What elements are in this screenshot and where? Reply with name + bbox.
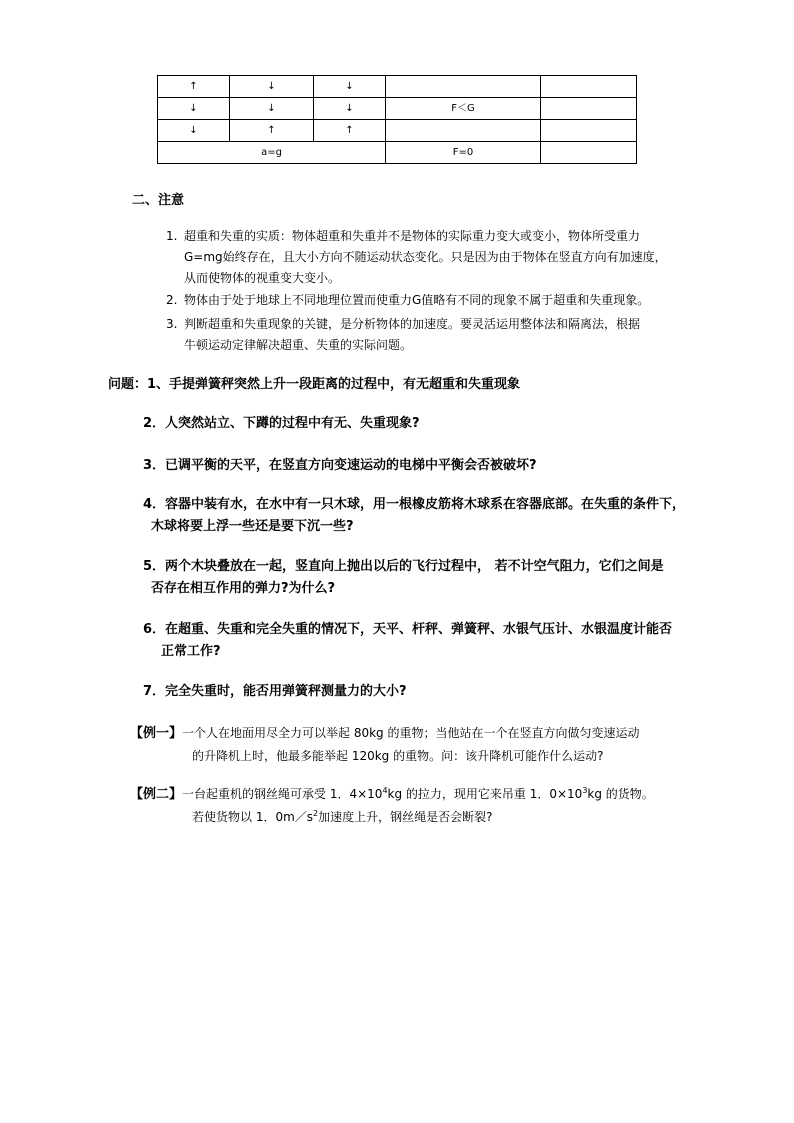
example-text: 一个人在地面用尽全力可以举起 80kg 的重物；当他站在一个在竖直方向做匀变速运动 (182, 726, 640, 740)
table-cell: ↓ (158, 98, 230, 120)
question-text: 正常工作? (161, 644, 221, 659)
note-text: 物体由于处于地球上不同地理位置而使重力G值略有不同的现象不属于超重和失重现象。 (184, 293, 650, 307)
table-cell: F=0 (386, 142, 541, 164)
table-cell: F＜G (386, 98, 541, 120)
question-text: 3．已调平衡的天平，在竖直方向变速运动的电梯中平衡会否被破坏? (143, 458, 537, 473)
exponent: 3 (582, 786, 588, 795)
example-text: kg 的货物。 (587, 787, 654, 801)
example-tag: 【例二】 (130, 787, 183, 802)
example-text: 一台起重机的钢丝绳可承受 1．4×10 (182, 787, 383, 801)
note-text: 牛顿运动定律解决超重、失重的实际问题。 (184, 338, 413, 352)
example-text: 若使货物以 1．0m／s (192, 810, 314, 824)
example-text: 加速度上升，钢丝绳是否会断裂? (318, 810, 493, 824)
note-text: 判断超重和失重现象的关键，是分析物体的加速度。要灵活运用整体法和隔离法，根据 (184, 317, 641, 331)
question-item (143, 556, 664, 600)
question-item (108, 374, 520, 396)
exponent: 2 (313, 809, 319, 818)
question-item (143, 494, 685, 538)
note-text: G=mg始终存在，且大小方向不随运动状态变化。只是因为由于物体在竖直方向有加速度， (184, 250, 667, 264)
comparison-table (157, 75, 637, 164)
table-cell (541, 76, 637, 98)
table-row (158, 120, 637, 142)
note-number: 1. (166, 229, 178, 243)
question-text: 否存在相互作用的弹力?为什么? (151, 581, 336, 596)
table-row (158, 98, 637, 120)
question-text: 2．人突然站立、下蹲的过程中有无、失重现象? (143, 416, 420, 431)
table-cell: ↓ (230, 98, 314, 120)
note-number: 2. (166, 293, 178, 307)
table-cell: ↑ (314, 120, 386, 142)
note-item (166, 290, 649, 311)
note-number: 3. (166, 317, 178, 331)
table-row (158, 76, 637, 98)
table-cell: a=g (158, 142, 386, 164)
question-text: 6．在超重、失重和完全失重的情况下，天平、杆秤、弹簧秤、水银气压计、水银温度计能否 (143, 622, 673, 637)
example-text: 的升降机上时，他最多能举起 120kg 的重物。问：该升降机可能作什么运动? (192, 749, 604, 763)
note-text: 从而使物体的视重变大变小。 (184, 271, 341, 285)
question-item (143, 619, 672, 663)
table-cell: ↑ (158, 76, 230, 98)
note-item (166, 226, 667, 289)
table-cell: ↓ (158, 120, 230, 142)
table-cell (541, 142, 637, 164)
table-cell (541, 98, 637, 120)
section-title: 二、注意 (132, 193, 185, 208)
example-tag: 【例一】 (130, 726, 183, 741)
table-cell: ↓ (314, 98, 386, 120)
exponent: 4 (382, 786, 388, 795)
table-cell: ↑ (230, 120, 314, 142)
question-text: 5．两个木块叠放在一起，竖直向上抛出以后的飞行过程中， 若不计空气阻力，它们之间是 (143, 559, 664, 574)
table-cell: ↓ (230, 76, 314, 98)
table-cell (386, 120, 541, 142)
table-row (158, 142, 637, 164)
question-item (143, 413, 420, 435)
table-cell (386, 76, 541, 98)
question-item (143, 455, 537, 477)
example-1 (130, 722, 639, 767)
question-text: 木球将要上浮一些还是要下沉一些? (151, 519, 354, 534)
question-text: 7．完全失重时，能否用弹簧秤测量力的大小? (143, 684, 407, 699)
note-text: 超重和失重的实质：物体超重和失重并不是物体的实际重力变大或变小，物体所受重力 (184, 229, 641, 243)
question-text: 4．容器中装有水，在水中有一只木球，用一根橡皮筋将木球系在容器底部。在失重的条件下， (143, 497, 686, 512)
example-2 (130, 783, 654, 828)
table-cell: ↓ (314, 76, 386, 98)
note-item (166, 314, 640, 356)
question-item (143, 681, 407, 703)
question-text: 问题：1、手提弹簧秤突然上升一段距离的过程中，有无超重和失重现象 (108, 377, 521, 392)
table-cell (541, 120, 637, 142)
example-text: kg 的拉力，现用它来吊重 1．0×10 (387, 787, 583, 801)
